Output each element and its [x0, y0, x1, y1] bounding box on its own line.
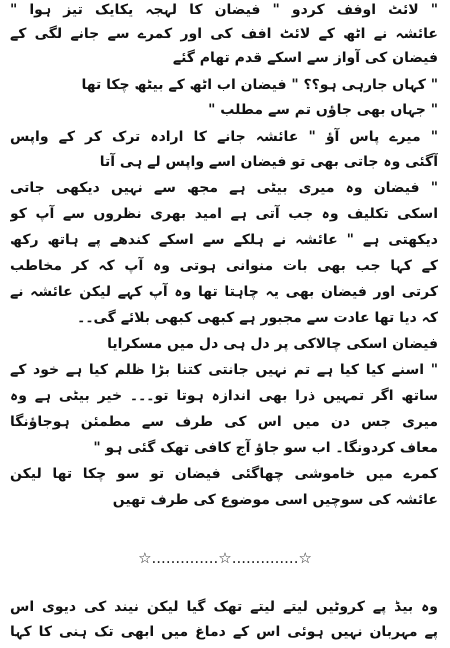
- text-line: کمرے میں خاموشی چھاگئی فیضان تو سو چکا تھا لیکن: [10, 466, 438, 482]
- text-line: آگئی وہ جاتی بھی تو فیضان اسے واپس لے ہی آتا: [99, 154, 438, 170]
- text-line: معاف کردونگا۔ اب سو جاؤ آج کافی تھک گئی ہو ": [93, 440, 438, 456]
- text-line: عائشہ کی سوچیں اسی موضوع کی طرف تھیں: [112, 492, 438, 508]
- text-line: ساتھ اگر تمہیں ذرا بھی اندازہ ہوتا تو۔۔۔ خیر بیٹی ہے وہ: [10, 388, 438, 404]
- text-line: فیضان اسکی چالاکی پر دل ہی دل میں مسکرایا: [107, 336, 438, 352]
- text-line: کے کہا جب بھی بات منوانی ہوتی وہ آپ کہ کر مخاطب: [10, 258, 438, 274]
- text-line: " جہاں بھی جاؤں تم سے مطلب ": [208, 102, 438, 118]
- text-line: دیکھتی ہے " عائشہ نے ہلکے سے اسکے کندھے پے ہاتھ رکھ: [10, 232, 438, 248]
- text-line: کہ دیا تھا عادت سے مجبور ہے کبھی کبھی بلائے گی۔۔: [77, 310, 438, 326]
- text-line: " اسنے کیا کیا ہے تم نہیں جانتی کتنا بڑا ظلم کیا ہے خود کے: [10, 362, 438, 378]
- text-line: عائشہ نے اٹھ کے لائٹ افف کی اور کمرے سے جانے لگی کے: [10, 26, 438, 42]
- text-line: کرتی اور فیضان بھی یہ چاہتا تھا وہ آپ کہے لیکن عائشہ نے: [10, 284, 438, 300]
- text-line: میری جس دن میں اس کی طرف سے مطمئن ہوجاؤنگا: [10, 414, 438, 430]
- section-separator: ☆..............☆..............☆: [138, 549, 312, 567]
- text-line: اسکی تکلیف وہ جب آتی ہے امید بھری نظروں سے آپ کو: [10, 206, 438, 222]
- text-line: وہ بیڈ پے کروٹیں لیتے لیتے تھک گیا لیکن نیند کی دیوی اس: [10, 599, 438, 615]
- text-line: " میرے پاس آؤ " عائشہ جانے کا ارادہ ترک کر کے واپس: [10, 129, 438, 145]
- text-line: فیضان کی آواز سے اسکے قدم تھام گئے: [172, 50, 438, 66]
- text-line: پے مہربان نہیں ہوئی اس کے دماغ میں ابھی تک ہنی کا کہا: [10, 624, 438, 640]
- text-line: " لائٹ اوفف کردو " فیضان کا لہجہ یکایک تیز ہوا ": [10, 2, 438, 18]
- text-line: " کہاں جارہی ہو؟؟ " فیضان اب اٹھ کے بیٹھ چکا تھا: [81, 77, 438, 93]
- text-line: " فیضان وہ میری بیٹی ہے مجھ سے نہیں دیکھی جاتی: [10, 180, 438, 196]
